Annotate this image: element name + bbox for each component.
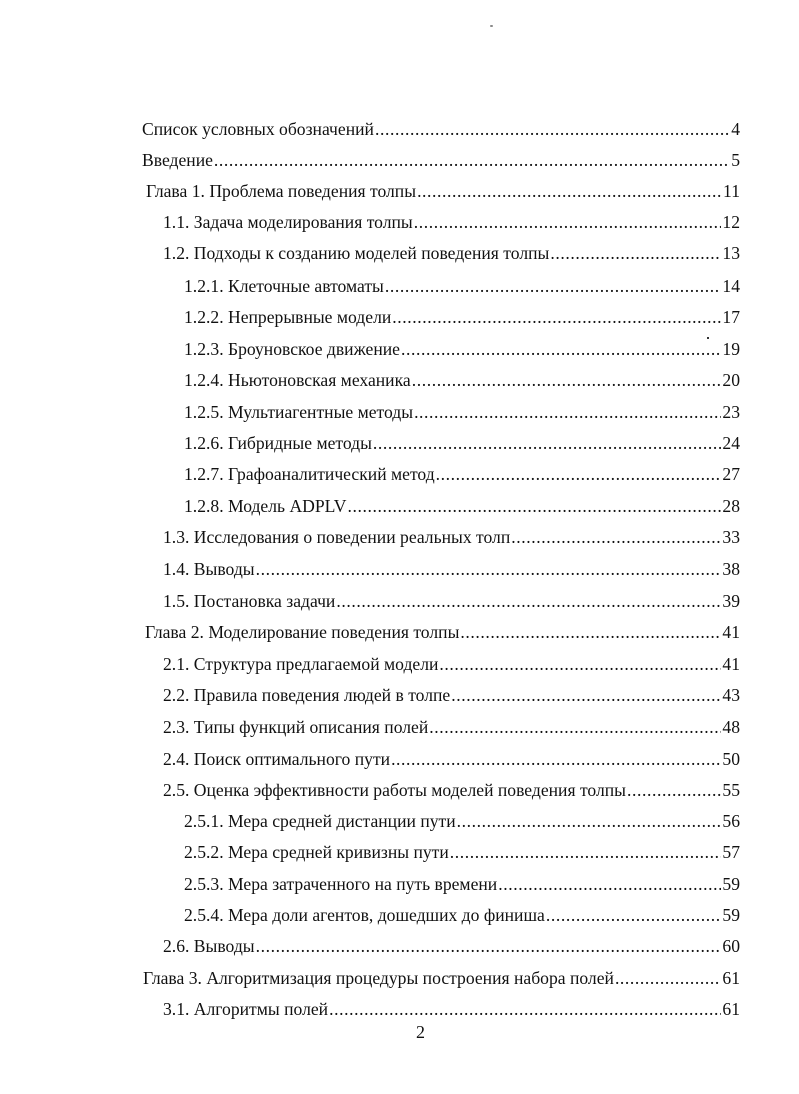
toc-entry-title: 1.2.7. Графоаналитический метод — [184, 464, 435, 484]
toc-entry-page: 38 — [722, 559, 740, 579]
toc-entry[interactable] — [146, 174, 740, 202]
toc-entry-title: 2.5. Оценка эффективности работы моделей поведения толпы — [163, 780, 626, 800]
toc-entry[interactable] — [142, 143, 740, 171]
dot-leader — [627, 779, 721, 801]
dot-leader — [329, 998, 721, 1020]
toc-entry[interactable] — [145, 615, 740, 643]
toc-entry-page: 27 — [722, 464, 740, 484]
toc-entry[interactable] — [163, 710, 740, 738]
toc-entry-page: 39 — [722, 591, 740, 611]
toc-entry-title: Глава 1. Проблема поведения толпы — [146, 181, 417, 201]
toc-entry-page: 5 — [731, 150, 740, 170]
toc-entry-title: Список условных обозначений — [142, 119, 374, 139]
dot-leader — [414, 211, 722, 233]
toc-entry[interactable] — [163, 742, 740, 770]
toc-entry-page: 14 — [722, 276, 740, 296]
toc-entry-title: 2.5.3. Мера затраченного на путь времени — [184, 874, 498, 894]
toc-entry[interactable] — [163, 929, 740, 957]
toc-entry-page: 56 — [722, 811, 740, 831]
dot-leader — [451, 684, 721, 706]
toc-entry-title: 2.6. Выводы — [163, 936, 255, 956]
dot-leader — [347, 495, 721, 517]
toc-entry-title: 3.1. Алгоритмы полей — [163, 999, 329, 1019]
toc-entry-page: 12 — [722, 212, 740, 232]
toc-entry[interactable] — [163, 205, 740, 233]
toc-entry-title: 2.5.4. Мера доли агентов, дошедших до финиша — [184, 905, 545, 925]
toc-entry[interactable] — [142, 112, 740, 140]
toc-entry-title: 1.3. Исследования о поведении реальных толп — [163, 527, 511, 547]
toc-entry[interactable] — [184, 395, 740, 423]
toc-entry-page: 24 — [722, 433, 740, 453]
toc-entry[interactable] — [163, 584, 740, 612]
toc-entry-page: 13 — [722, 243, 740, 263]
dot-leader — [414, 401, 721, 423]
toc-entry[interactable] — [184, 835, 740, 863]
toc-entry-title: 2.2. Правила поведения людей в толпе — [163, 685, 451, 705]
toc-entry-title: Глава 2. Моделирование поведения толпы — [145, 622, 460, 642]
toc-entry[interactable] — [184, 457, 740, 485]
dot-leader — [256, 935, 722, 957]
toc-entry[interactable] — [163, 520, 740, 548]
toc-entry-page: 19 — [722, 339, 740, 359]
toc-entry-title: 2.5.2. Мера средней кривизны пути — [184, 842, 449, 862]
page-number: 2 — [416, 1022, 425, 1042]
toc-entry-page: 4 — [731, 119, 740, 139]
toc-entry-title: 2.1. Структура предлагаемой модели — [163, 654, 439, 674]
toc-entry-title: 1.2.5. Мультиагентные методы — [184, 402, 414, 422]
toc-entry-title: Введение — [142, 150, 213, 170]
dot-leader — [417, 180, 722, 202]
toc-entry-title: 1.2. Подходы к созданию моделей поведения толпы — [163, 243, 550, 263]
toc-entry[interactable] — [184, 332, 740, 360]
toc-entry-title: 2.4. Поиск оптимального пути — [163, 749, 391, 769]
toc-entry[interactable] — [163, 678, 740, 706]
toc-entry-page: 23 — [722, 402, 740, 422]
dot-leader — [392, 306, 721, 328]
dot-leader — [457, 810, 722, 832]
dot-leader — [214, 149, 730, 171]
dot-leader — [401, 338, 721, 360]
toc-entry-page: 41 — [722, 622, 740, 642]
toc-entry-title: 1.2.4. Ньютоновская механика — [184, 370, 411, 390]
toc-entry[interactable] — [163, 647, 740, 675]
toc-entry-page: 50 — [722, 749, 740, 769]
scan-speck — [490, 25, 493, 27]
toc-entry[interactable] — [184, 363, 740, 391]
dot-leader — [256, 558, 722, 580]
toc-entry-page: 17 — [722, 307, 740, 327]
toc-entry-title: Глава 3. Алгоритмизация процедуры построения набора полей — [143, 968, 614, 988]
toc-entry-page: 28 — [722, 496, 740, 516]
dot-leader — [385, 275, 722, 297]
toc-entry-page: 61 — [722, 968, 740, 988]
dot-leader — [450, 841, 722, 863]
toc-entry[interactable] — [163, 236, 740, 264]
toc-entry-title: 1.2.1. Клеточные автоматы — [184, 276, 384, 296]
toc-entry-title: 2.3. Типы функций описания полей — [163, 717, 429, 737]
toc-entry-page: 43 — [722, 685, 740, 705]
dot-leader — [412, 369, 722, 391]
toc-entry[interactable] — [184, 426, 740, 454]
dot-leader — [546, 904, 722, 926]
dot-leader — [336, 590, 721, 612]
dot-leader — [615, 967, 721, 989]
toc-entry-title: 1.2.2. Непрерывные модели — [184, 307, 392, 327]
dot-leader — [511, 526, 721, 548]
toc-entry[interactable] — [184, 867, 740, 895]
toc-entry[interactable] — [184, 898, 740, 926]
toc-entry[interactable] — [184, 269, 740, 297]
toc-entry-page: 20 — [722, 370, 740, 390]
toc-entry[interactable] — [163, 773, 740, 801]
toc-entry-title: 2.5.1. Мера средней дистанции пути — [184, 811, 456, 831]
toc-entry-title: 1.1. Задача моделирования толпы — [163, 212, 413, 232]
dot-leader — [429, 716, 721, 738]
toc-entry[interactable] — [184, 804, 740, 832]
toc-entry-page: 59 — [722, 874, 740, 894]
dot-leader — [439, 653, 721, 675]
toc-entry-page: 41 — [722, 654, 740, 674]
dot-leader — [391, 748, 721, 770]
dot-leader — [436, 463, 722, 485]
toc-entry-page: 55 — [722, 780, 740, 800]
toc-entry[interactable] — [143, 961, 740, 989]
toc-entry-page: 48 — [722, 717, 740, 737]
dot-leader — [550, 242, 721, 264]
toc-entry[interactable] — [184, 489, 740, 517]
toc-entry-page: 33 — [722, 527, 740, 547]
dot-leader — [498, 873, 721, 895]
toc-entry-page: 11 — [723, 181, 740, 201]
toc-entry-title: 1.2.3. Броуновское движение — [184, 339, 400, 359]
toc-entry-page: 59 — [722, 905, 740, 925]
dot-leader — [373, 432, 721, 454]
toc-entry-title: 1.4. Выводы — [163, 559, 255, 579]
toc-entry-page: 61 — [722, 999, 740, 1019]
toc-entry-title: 1.2.6. Гибридные методы — [184, 433, 372, 453]
toc-entry-title: 1.2.8. Модель ADPLV — [184, 496, 347, 516]
toc-entry[interactable] — [184, 300, 740, 328]
toc-entry[interactable] — [163, 552, 740, 580]
toc-entry[interactable] — [163, 992, 740, 1020]
dot-leader — [375, 118, 730, 140]
toc-entry-page: 57 — [722, 842, 740, 862]
toc-entry-title: 1.5. Постановка задачи — [163, 591, 336, 611]
dot-leader — [460, 621, 721, 643]
toc-entry-page: 60 — [722, 936, 740, 956]
